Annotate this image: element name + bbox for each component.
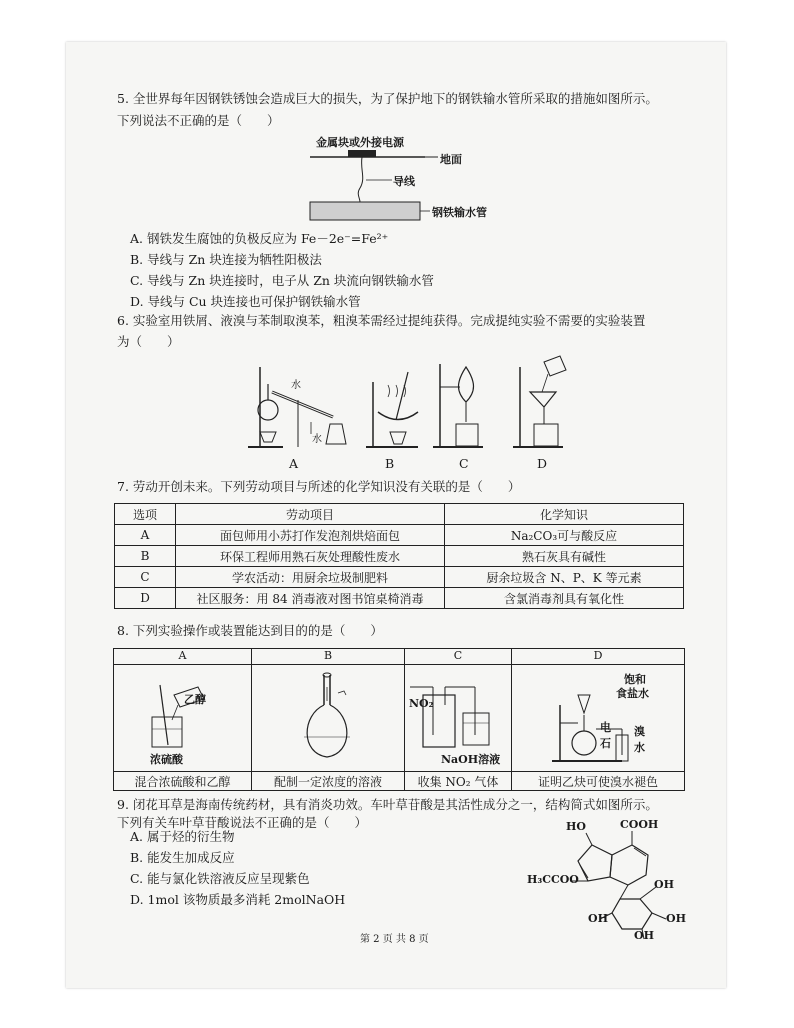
q6-label-b: B bbox=[385, 456, 395, 471]
q7-cell-knowledge: 厨余垃圾含 N、P、K 等元素 bbox=[445, 567, 684, 588]
q9-option-a: A. 属于烃的衍生物 bbox=[130, 829, 235, 844]
q6-apparatus-figure bbox=[238, 352, 568, 452]
q8-a-ethanol-label: 乙醇 bbox=[184, 693, 206, 706]
q7-cell-knowledge: Na₂CO₃可与酸反应 bbox=[445, 525, 684, 546]
q7-cell-option: C bbox=[115, 567, 176, 588]
q9-structure-cooh-label: COOH bbox=[620, 818, 659, 831]
q9-stem-line2: 下列有关车叶草苷酸说法不正确的是（ ） bbox=[117, 815, 368, 830]
q9-option-c: C. 能与氯化铁溶液反应呈现紫色 bbox=[130, 871, 310, 886]
q8-d-stone-label-2: 石 bbox=[600, 737, 611, 750]
q8-d-brine-label-1: 饱和 bbox=[624, 673, 646, 686]
q8-figure-c bbox=[405, 665, 512, 772]
q5-metal-label: 金属块或外接电源 bbox=[316, 136, 404, 149]
q9-option-d: D. 1mol 该物质最多消耗 2molNaOH bbox=[130, 892, 346, 907]
q8-figure-d bbox=[512, 665, 685, 772]
q5-wire-label: 导线 bbox=[393, 175, 415, 188]
q9-option-b: B. 能发生加成反应 bbox=[130, 850, 235, 865]
table-row bbox=[115, 525, 684, 546]
q9-structure-ester-label: H₃CCOO bbox=[527, 873, 579, 886]
q8-captions-row bbox=[114, 772, 685, 791]
q8-figures-row bbox=[114, 665, 685, 772]
q6-water-out-label: 水 bbox=[312, 434, 322, 445]
q7-stem: 7. 劳动开创未来。下列劳动项目与所述的化学知识没有关联的是（ ） bbox=[117, 479, 521, 494]
q9-structure-oh-label-3: OH bbox=[588, 912, 608, 925]
q9-stem-line1: 9. 闭花耳草是海南传统药材，具有消炎功效。车叶草苷酸是其活性成分之一，结构简式如图所示。 bbox=[117, 797, 658, 812]
q8-caption-c: 收集 NO₂ 气体 bbox=[405, 772, 512, 791]
q8-figure-b bbox=[252, 665, 405, 772]
q5-ground-label: 地面 bbox=[440, 153, 462, 166]
q7-cell-labor: 社区服务：用 84 消毒液对图书馆桌椅消毒 bbox=[176, 588, 445, 609]
q8-stem: 8. 下列实验操作或装置能达到目的的是（ ） bbox=[117, 623, 383, 638]
q6-label-c: C bbox=[459, 456, 469, 471]
q5-option-d: D. 导线与 Cu 块连接也可保护钢铁输水管 bbox=[130, 294, 361, 309]
q8-c-naoh-label: NaOH溶液 bbox=[441, 753, 501, 766]
q7-cell-option: D bbox=[115, 588, 176, 609]
q7-cell-labor: 学农活动：用厨余垃圾制肥料 bbox=[176, 567, 445, 588]
q7-header-knowledge: 化学知识 bbox=[445, 504, 684, 525]
q8-caption-a: 混合浓硫酸和乙醇 bbox=[114, 772, 252, 791]
q8-header-c: C bbox=[405, 649, 512, 665]
table-row bbox=[115, 567, 684, 588]
q7-cell-knowledge: 含氯消毒剂具有氧化性 bbox=[445, 588, 684, 609]
q6-label-d: D bbox=[537, 456, 548, 471]
q6-stem-line2: 为（ ） bbox=[117, 334, 180, 349]
q6-label-a: A bbox=[289, 456, 299, 471]
q6-stem-line1: 6. 实验室用铁屑、液溴与苯制取溴苯，粗溴苯需经过提纯获得。完成提纯实验不需要的实验装置 bbox=[117, 313, 646, 328]
table-row bbox=[115, 546, 684, 567]
q7-cell-option: A bbox=[115, 525, 176, 546]
q7-cell-option: B bbox=[115, 546, 176, 567]
q8-header-d: D bbox=[512, 649, 685, 665]
q5-option-c: C. 导线与 Zn 块连接时，电子从 Zn 块流向钢铁输水管 bbox=[130, 273, 434, 288]
q5-option-b: B. 导线与 Zn 块连接为牺牲阳极法 bbox=[130, 252, 322, 267]
q8-caption-d: 证明乙炔可使溴水褪色 bbox=[512, 772, 685, 791]
q6-apparatus-c-separatory-funnel bbox=[433, 364, 483, 447]
q6-water-in-label: 水 bbox=[291, 380, 301, 391]
q9-structure-ho-label: HO bbox=[566, 820, 586, 833]
q8-figure-b-volumetric-flask bbox=[252, 665, 402, 771]
q9-structure-oh-label-2: OH bbox=[666, 912, 686, 925]
q5-stem-line1: 5. 全世界每年因钢铁锈蚀会造成巨大的损失，为了保护地下的钢铁输水管所采取的措施如图所示。 bbox=[117, 91, 658, 106]
q7-header-labor: 劳动项目 bbox=[176, 504, 445, 525]
q8-figure-a bbox=[114, 665, 252, 772]
q7-table bbox=[114, 503, 684, 609]
q5-stem-line2: 下列说法不正确的是（ ） bbox=[117, 113, 280, 128]
q9-structure-oh-label-4: OH bbox=[634, 929, 654, 942]
q8-d-bromine-label-2: 水 bbox=[634, 741, 645, 754]
q5-option-a: A. 钢铁发生腐蚀的负极反应为 Fe－2e⁻=Fe²⁺ bbox=[130, 231, 389, 246]
q8-figure-d-acetylene-setup bbox=[512, 665, 688, 771]
q7-table-header bbox=[115, 504, 684, 525]
q8-a-acid-label: 浓硫酸 bbox=[150, 753, 183, 766]
q7-cell-knowledge: 熟石灰具有碱性 bbox=[445, 546, 684, 567]
q8-table-header bbox=[114, 649, 685, 665]
q8-header-b: B bbox=[252, 649, 405, 665]
q9-structure-oh-label-1: OH bbox=[654, 878, 674, 891]
q5-pipe-label: 钢铁输水管 bbox=[432, 206, 487, 219]
table-row bbox=[115, 588, 684, 609]
q6-apparatus-b-evaporation bbox=[366, 372, 418, 447]
q8-c-gas-label: NO₂ bbox=[409, 697, 434, 710]
q8-table bbox=[113, 648, 685, 791]
q7-header-option: 选项 bbox=[115, 504, 176, 525]
q8-header-a: A bbox=[114, 649, 252, 665]
page-footer: 第 2 页 共 8 页 bbox=[360, 934, 429, 945]
q8-d-brine-label-2: 食盐水 bbox=[616, 687, 649, 700]
q7-cell-labor: 面包师用小苏打作发泡剂烘焙面包 bbox=[176, 525, 445, 546]
q8-d-stone-label-1: 电 bbox=[600, 721, 611, 734]
q6-apparatus-d-filtration bbox=[513, 356, 566, 447]
q8-d-bromine-label-1: 溴 bbox=[634, 725, 645, 738]
q7-cell-labor: 环保工程师用熟石灰处理酸性废水 bbox=[176, 546, 445, 567]
q8-caption-b: 配制一定浓度的溶液 bbox=[252, 772, 405, 791]
